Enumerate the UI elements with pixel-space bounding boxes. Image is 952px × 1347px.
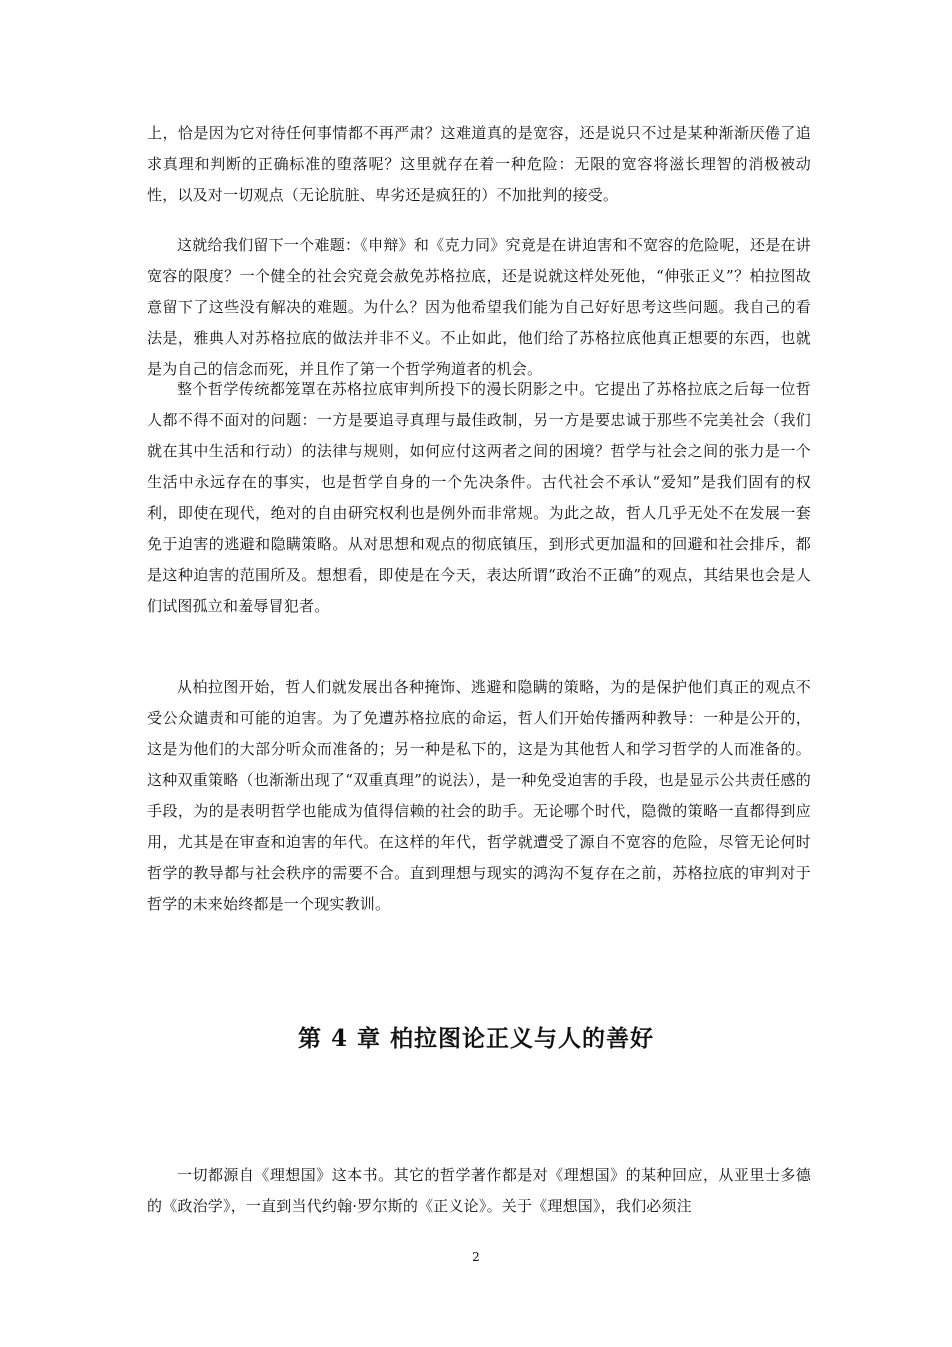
body-text-section — [147, 672, 811, 920]
chapter-title: 第 4 章 柏拉图论正义与人的善好 — [297, 1025, 655, 1052]
body-text-section — [147, 230, 811, 385]
paragraph-1: 上，恰是因为它对待任何事情都不再严肃？这难道真的是宽容，还是说只不过是某种渐渐厌倦了追求真理和判断的正确标准的堕落呢？这里就存在着一种危险：无限的宽容将滋长理智的消极被动性，以及对一切观点（无论肮脏、卑劣还是疯狂的）不加批判的接受。 — [147, 124, 811, 204]
paragraph-4: 从柏拉图开始，哲人们就发展出各种掩饰、逃避和隐瞒的策略，为的是保护他们真正的观点不受公众谴责和可能的迫害。为了免遭苏格拉底的命运，哲人们开始传播两种教导：一种是公开的，这是为他们的大部分听众而准备的；另一种是私下的，这是为其他哲人和学习哲学的人而准备的。这种双重策略（也渐渐出现了“双重真理”的说法），是一种免受迫害的手段，也是显示公共责任感的手段，为的是表明哲学也能成为值得信赖的社会的助手。无论哪个时代，隐微的策略一直都得到应用，尤其是在审查和迫害的年代。在这样的年代，哲学就遭受了源自不宽容的危险，尽管无论何时哲学的教导都与社会秩序的需要不合。直到理想与现实的鸿沟不复存在之前，苏格拉底的审判对于哲学的未来始终都是一个现实教训。 — [147, 678, 811, 913]
paragraph-5: 一切都源自《理想国》这本书。其它的哲学著作都是对《理想国》的某种回应，从亚里士多德的《政治学》，一直到当代约翰·罗尔斯的《正义论》。关于《理想国》，我们必须注 — [147, 1166, 811, 1215]
body-text-continuation — [147, 118, 811, 211]
body-text-section — [147, 374, 811, 622]
body-text-section — [147, 1160, 811, 1222]
paragraph-3: 整个哲学传统都笼罩在苏格拉底审判所投下的漫长阴影之中。它提出了苏格拉底之后每一位哲人都不得不面对的问题：一方是要追寻真理与最佳政制，另一方是要忠诚于那些不完美社会（我们就在其中生活和行动）的法律与规则，如何应付这两者之间的困境？哲学与社会之间的张力是一个生活中永远存在的事实，也是哲学自身的一个先决条件。古代社会不承认“爱知”是我们固有的权利，即使在现代，绝对的自由研究权利也是例外而非常规。为此之故，哲人几乎无处不在发展一套免于迫害的逃避和隐瞒策略。从对思想和观点的彻底镇压，到形式更加温和的回避和社会排斥，都是这种迫害的范围所及。想想看，即使是在今天，表达所谓“政治不正确”的观点，其结果也会是人们试图孤立和羞辱冒犯者。 — [147, 380, 811, 615]
page-number: 2 — [472, 1250, 480, 1264]
paragraph-2: 这就给我们留下一个难题：《申辩》和《克力同》究竟是在讲迫害和不宽容的危险呢，还是在讲宽容的限度？一个健全的社会究竟会赦免苏格拉底，还是说就这样处死他，“伸张正义”？柏拉图故意留下了这些没有解决的难题。为什么？因为他希望我们能为自己好好思考这些问题。我自己的看法是，雅典人对苏格拉底的做法并非不义。不止如此，他们给了苏格拉底他真正想要的东西，也就是为自己的信念而死，并且作了第一个哲学殉道者的机会。 — [147, 236, 811, 378]
